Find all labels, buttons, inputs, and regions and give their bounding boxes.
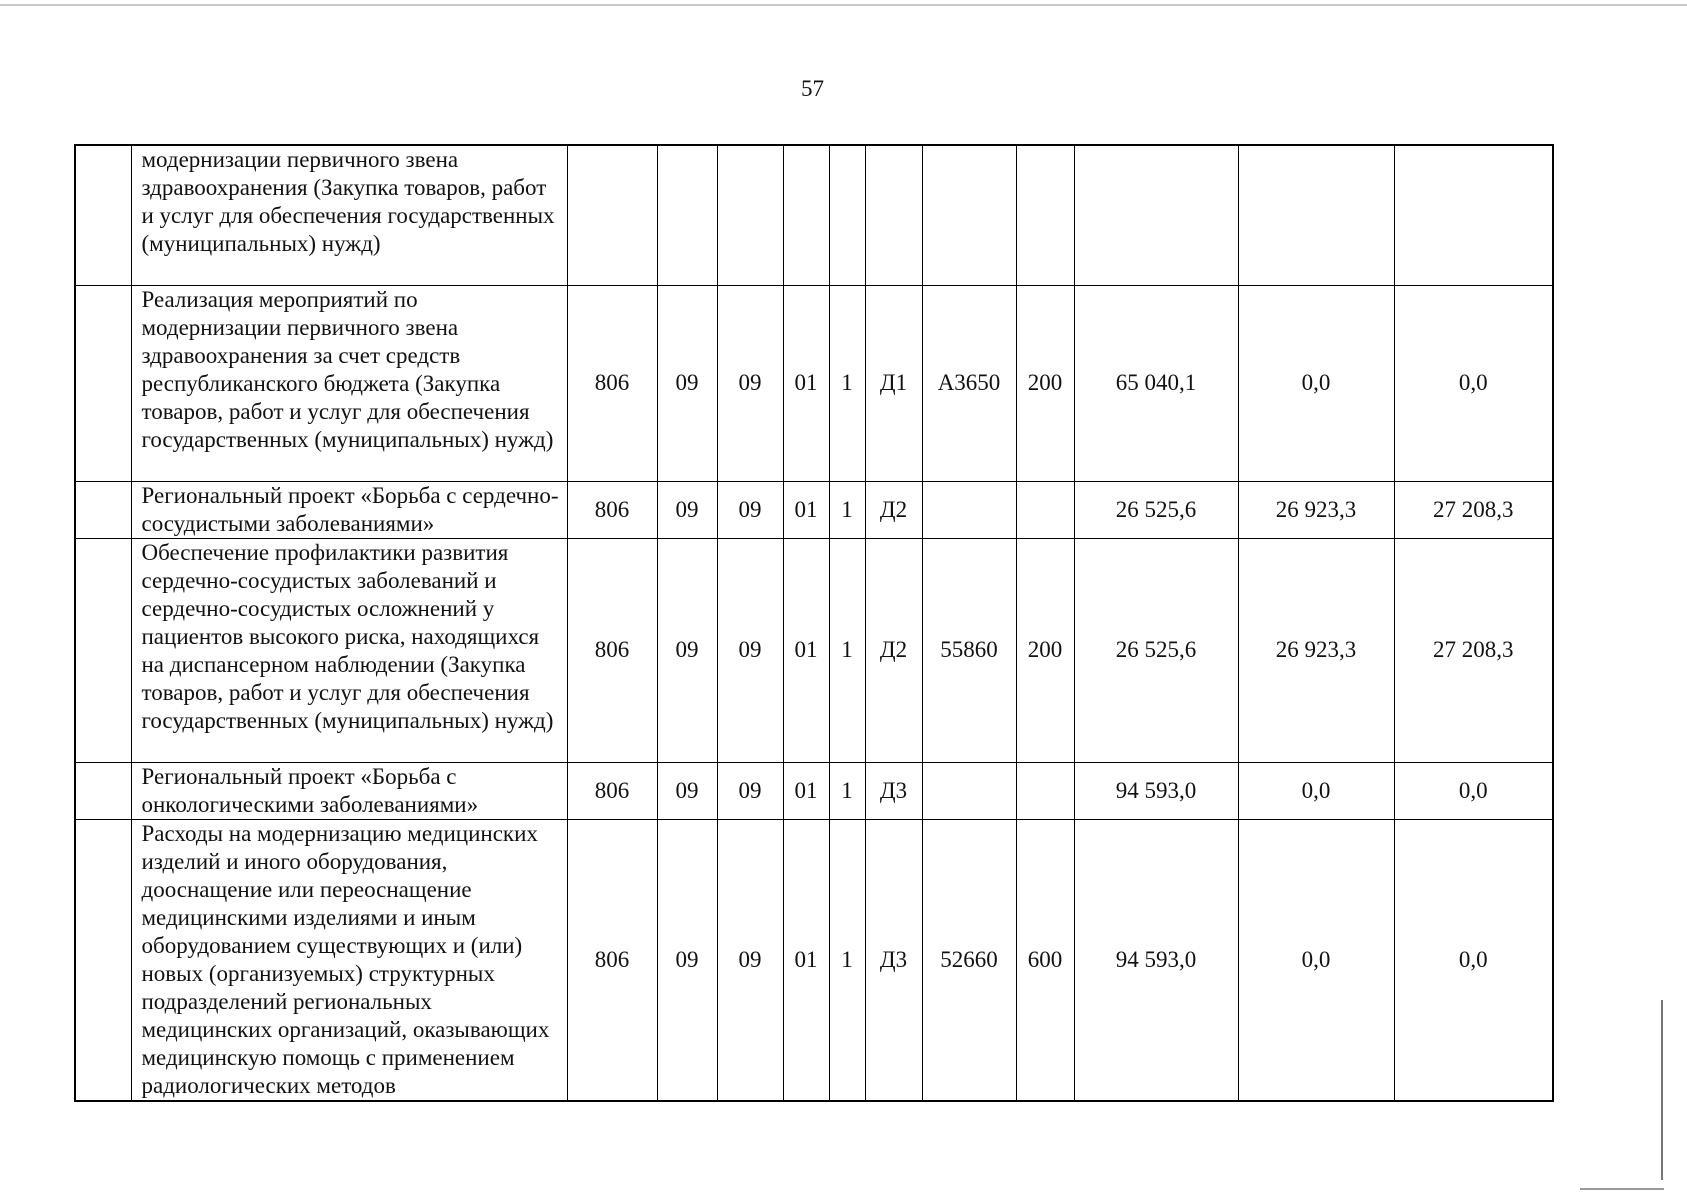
amount-year-3: 27 208,3 — [1394, 481, 1553, 538]
amount-year-2: 26 923,3 — [1238, 481, 1394, 538]
expense-type-code — [1016, 481, 1074, 538]
expense-type-code: 600 — [1016, 819, 1074, 1101]
amount-year-3 — [1394, 145, 1553, 285]
amount-year-1: 65 040,1 — [1074, 285, 1238, 481]
ministry-code: 806 — [567, 481, 657, 538]
amount-year-2: 0,0 — [1238, 819, 1394, 1101]
table-row — [75, 285, 1553, 481]
amount-year-1 — [1074, 145, 1238, 285]
direction-code — [922, 762, 1016, 819]
row-name: Обеспечение профилактики развития сердечно-сосудистых заболеваний и сердечно-сосудистых осложнений у пациентов высокого риска, находящихся на диспансерном наблюдении (Закупка товаров, работ и услуг для обеспечения государственных (муниципальных) нужд) — [131, 538, 567, 762]
subprogram-code — [829, 145, 865, 285]
ministry-code — [567, 145, 657, 285]
program-code: 01 — [783, 538, 829, 762]
page-number: 57 — [801, 76, 824, 101]
direction-code: 55860 — [922, 538, 1016, 762]
project-code: Д2 — [865, 481, 922, 538]
row-index — [75, 762, 131, 819]
subprogram-code: 1 — [829, 762, 865, 819]
amount-year-1: 26 525,6 — [1074, 481, 1238, 538]
row-name: Региональный проект «Борьба с онкологическими заболеваниями» — [131, 762, 567, 819]
row-name: Реализация мероприятий по модернизации первичного звена здравоохранения за счет средств республиканского бюджета (Закупка товаров, работ и услуг для обеспечения государственных (муниципальных) нужд) — [131, 285, 567, 481]
table-row — [75, 538, 1553, 762]
row-index — [75, 145, 131, 285]
project-code: Д1 — [865, 285, 922, 481]
subsection-code: 09 — [717, 538, 783, 762]
section-code: 09 — [657, 819, 717, 1101]
amount-year-2: 26 923,3 — [1238, 538, 1394, 762]
section-code: 09 — [657, 285, 717, 481]
expense-type-code: 200 — [1016, 285, 1074, 481]
subsection-code: 09 — [717, 762, 783, 819]
scan-edge-top — [0, 4, 1687, 6]
amount-year-1: 94 593,0 — [1074, 762, 1238, 819]
direction-code — [922, 481, 1016, 538]
project-code — [865, 145, 922, 285]
row-name: модернизации первичного звена здравоохранения (Закупка товаров, работ и услуг для обеспечения государственных (муниципальных) нужд) — [131, 145, 567, 285]
scan-edge-right — [1661, 1000, 1663, 1180]
row-index — [75, 538, 131, 762]
table-row — [75, 481, 1553, 538]
row-name: Региональный проект «Борьба с сердечно-сосудистыми заболеваниями» — [131, 481, 567, 538]
direction-code — [922, 145, 1016, 285]
section-code: 09 — [657, 481, 717, 538]
row-index — [75, 285, 131, 481]
program-code — [783, 145, 829, 285]
amount-year-2: 0,0 — [1238, 285, 1394, 481]
ministry-code: 806 — [567, 819, 657, 1101]
expense-type-code: 200 — [1016, 538, 1074, 762]
program-code: 01 — [783, 481, 829, 538]
subsection-code: 09 — [717, 819, 783, 1101]
scan-edge-bottom — [1580, 1188, 1664, 1190]
subprogram-code: 1 — [829, 819, 865, 1101]
direction-code: А3650 — [922, 285, 1016, 481]
project-code: Д2 — [865, 538, 922, 762]
program-code: 01 — [783, 762, 829, 819]
program-code: 01 — [783, 285, 829, 481]
row-index — [75, 819, 131, 1101]
section-code — [657, 145, 717, 285]
table-row — [75, 145, 1553, 285]
row-name: Расходы на модернизацию медицинских изделий и иного оборудования, дооснащение или переоснащение медицинскими изделиями и иным оборудованием существующих и (или) новых (организуемых) структурных подразделений региональных медицинских организаций, оказывающих медицинскую помощь с применением радиологических методов — [131, 819, 567, 1101]
direction-code: 52660 — [922, 819, 1016, 1101]
ministry-code: 806 — [567, 285, 657, 481]
project-code: Д3 — [865, 819, 922, 1101]
amount-year-3: 0,0 — [1394, 762, 1553, 819]
expense-type-code — [1016, 762, 1074, 819]
project-code: Д3 — [865, 762, 922, 819]
subsection-code: 09 — [717, 481, 783, 538]
amount-year-1: 94 593,0 — [1074, 819, 1238, 1101]
row-index — [75, 481, 131, 538]
expense-type-code — [1016, 145, 1074, 285]
subsection-code: 09 — [717, 285, 783, 481]
amount-year-1: 26 525,6 — [1074, 538, 1238, 762]
section-code: 09 — [657, 538, 717, 762]
subprogram-code: 1 — [829, 481, 865, 538]
amount-year-3: 27 208,3 — [1394, 538, 1553, 762]
budget-table — [74, 144, 1554, 1102]
subsection-code — [717, 145, 783, 285]
amount-year-2: 0,0 — [1238, 762, 1394, 819]
table-row — [75, 762, 1553, 819]
program-code: 01 — [783, 819, 829, 1101]
section-code: 09 — [657, 762, 717, 819]
subprogram-code: 1 — [829, 538, 865, 762]
amount-year-2 — [1238, 145, 1394, 285]
ministry-code: 806 — [567, 762, 657, 819]
amount-year-3: 0,0 — [1394, 285, 1553, 481]
subprogram-code: 1 — [829, 285, 865, 481]
amount-year-3: 0,0 — [1394, 819, 1553, 1101]
ministry-code: 806 — [567, 538, 657, 762]
table-row — [75, 819, 1553, 1101]
